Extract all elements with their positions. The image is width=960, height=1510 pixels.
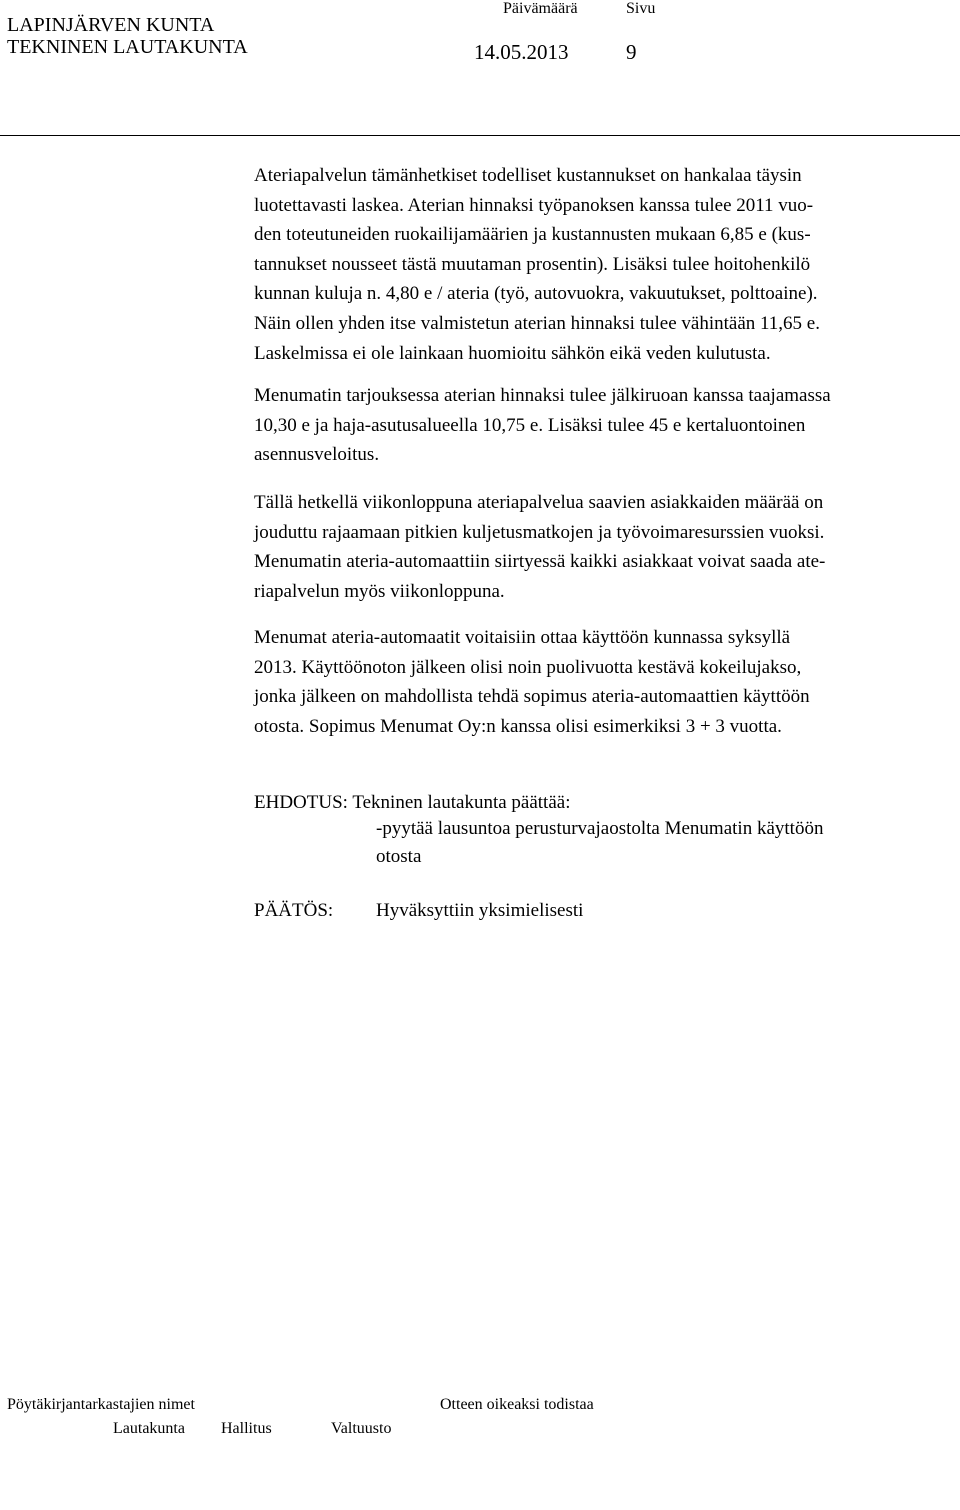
text-line: 2013. Käyttöönoton jälkeen olisi noin puolivuotta kestävä kokeilujakso, xyxy=(254,656,802,678)
text-line: Menumatin ateria-automaattiin siirtyessä kaikki asiakkaat voivat saada ate- xyxy=(254,551,826,573)
organization-name xyxy=(7,14,248,58)
organization-line-2: TEKNINEN LAUTAKUNTA xyxy=(7,36,248,58)
page-label: Sivu xyxy=(626,0,656,17)
text-line: luotettavasti laskea. Aterian hinnaksi työpanoksen kanssa tulee 2011 vuo- xyxy=(254,194,814,216)
text-line: Tällä hetkellä viikonloppuna ateriapalvelua saavien asiakkaiden määrää on xyxy=(254,492,824,513)
text-line: den toteutuneiden ruokailijamäärien ja kustannusten mukaan 6,85 e (kus- xyxy=(254,224,811,246)
text-line: jouduttu rajaamaan pitkien kuljetusmatkojen ja työvoimaresurssien vuoksi. xyxy=(254,521,825,543)
paragraph-trial-period xyxy=(254,623,954,741)
text-line: jonka jälkeen on mahdollista tehdä sopimus ateria-automaattien käyttöön xyxy=(254,686,810,708)
date-label: Päivämäärä xyxy=(503,0,578,17)
proposal-label: EHDOTUS: Tekninen lautakunta päättää: xyxy=(254,792,571,813)
text-line: riapalvelun myös viikonloppuna. xyxy=(254,580,505,602)
text-line: 10,30 e ja haja-asutusalueella 10,75 e. Lisäksi tulee 45 e kertaluontoinen xyxy=(254,414,806,436)
reviewers-label: Pöytäkirjantarkastajien nimet xyxy=(7,1396,195,1413)
text-line: asennusveloitus. xyxy=(254,444,380,466)
signature-hallitus: Hallitus xyxy=(221,1420,272,1437)
decision-label: PÄÄTÖS: xyxy=(254,900,334,921)
paragraph-cost-estimate xyxy=(254,161,954,368)
text-line: Näin ollen yhden itse valmistetun aterian hinnaksi tulee vähintään 11,65 e. xyxy=(254,312,820,334)
page-number: 9 xyxy=(626,40,637,64)
text-line: Laskelmissa ei ole lainkaan huomioitu sähkön eikä veden kulutusta. xyxy=(254,342,771,364)
signature-valtuusto: Valtuusto xyxy=(331,1420,392,1437)
header-divider xyxy=(0,135,960,136)
paragraph-menumat-offer xyxy=(254,381,954,470)
signature-lautakunta: Lautakunta xyxy=(113,1420,185,1437)
proposal-text-line-1: -pyytää lausuntoa perusturvajaostolta Menumatin käyttöön xyxy=(376,818,824,839)
text-line: Menumatin tarjouksessa aterian hinnaksi tulee jälkiruoan kanssa taajamassa xyxy=(254,385,831,406)
text-line: tannukset nousseet tästä muutaman prosentin). Lisäksi tulee hoitohenkilö xyxy=(254,253,811,275)
certified-label: Otteen oikeaksi todistaa xyxy=(440,1396,594,1413)
text-line: kunnan kuluja n. 4,80 e / ateria (työ, autovuokra, vakuutukset, polttoaine). xyxy=(254,283,818,305)
document-date: 14.05.2013 xyxy=(474,40,569,64)
proposal-text-line-2: otosta xyxy=(376,846,422,867)
organization-line-1: LAPINJÄRVEN KUNTA xyxy=(7,14,215,36)
text-line: Ateriapalvelun tämänhetkiset todelliset kustannukset on hankalaa täysin xyxy=(254,165,802,186)
paragraph-weekend-service xyxy=(254,488,954,606)
text-line: Menumat ateria-automaatit voitaisiin ottaa käyttöön kunnassa syksyllä xyxy=(254,627,791,648)
decision-text: Hyväksyttiin yksimielisesti xyxy=(376,900,584,921)
text-line: otosta. Sopimus Menumat Oy:n kanssa olisi esimerkiksi 3 + 3 vuotta. xyxy=(254,715,782,737)
